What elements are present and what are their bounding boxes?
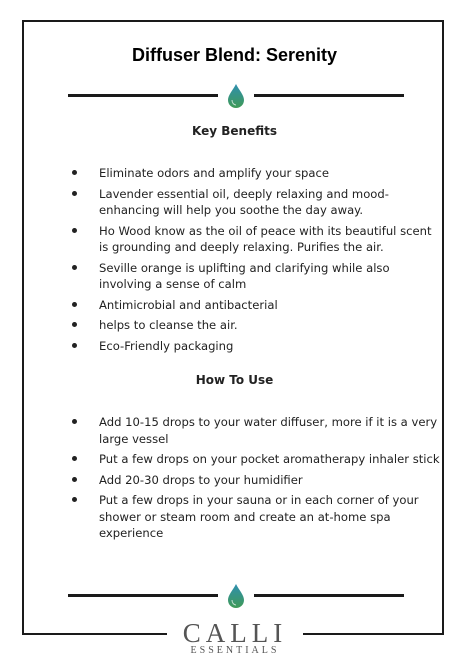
list-item: Antimicrobial and antibacterial xyxy=(72,297,442,314)
list-item: Ho Wood know as the oil of peace with its beautiful scent is grounding and deeply relaxing. Purifies the air. xyxy=(72,223,442,256)
list-item: Add 10-15 drops to your water diffuser, more if it is a very large vessel xyxy=(72,414,442,447)
list-item: Seville orange is uplifting and clarifying while also involving a sense of calm xyxy=(72,260,442,293)
oil-drop-icon xyxy=(226,583,246,609)
list-item: Put a few drops on your pocket aromatherapy inhaler stick xyxy=(72,451,442,468)
bottom-divider xyxy=(68,583,404,609)
bullet-icon xyxy=(72,419,77,424)
brand-logo xyxy=(167,619,303,660)
list-item: Lavender essential oil, deeply relaxing and mood-enhancing will help you soothe the day away. xyxy=(72,186,442,219)
key-benefits-heading: Key Benefits xyxy=(192,124,277,138)
page-title: Diffuser Blend: Serenity xyxy=(131,45,338,65)
bullet-icon xyxy=(72,302,77,307)
list-item: helps to cleanse the air. xyxy=(72,317,442,334)
list-item: Eco-Friendly packaging xyxy=(72,338,442,355)
bullet-icon xyxy=(72,343,77,348)
how-to-use-list xyxy=(72,414,442,546)
bullet-icon xyxy=(72,322,77,327)
logo-tagline: ESSENTIALS xyxy=(190,645,280,656)
bullet-icon xyxy=(72,456,77,461)
bullet-icon xyxy=(72,265,77,270)
how-to-use-heading: How To Use xyxy=(195,373,274,387)
bullet-icon xyxy=(72,497,77,502)
logo-wordmark: CALLI xyxy=(175,619,295,647)
list-item: Add 20-30 drops to your humidifier xyxy=(72,472,442,489)
top-divider xyxy=(68,83,404,109)
key-benefits-list xyxy=(72,165,442,358)
bullet-icon xyxy=(72,477,77,482)
bullet-icon xyxy=(72,170,77,175)
list-item: Put a few drops in your sauna or in each corner of your shower or steam room and create an at-home spa experience xyxy=(72,492,442,542)
bullet-icon xyxy=(72,191,77,196)
bullet-icon xyxy=(72,228,77,233)
list-item: Eliminate odors and amplify your space xyxy=(72,165,442,182)
oil-drop-icon xyxy=(226,83,246,109)
